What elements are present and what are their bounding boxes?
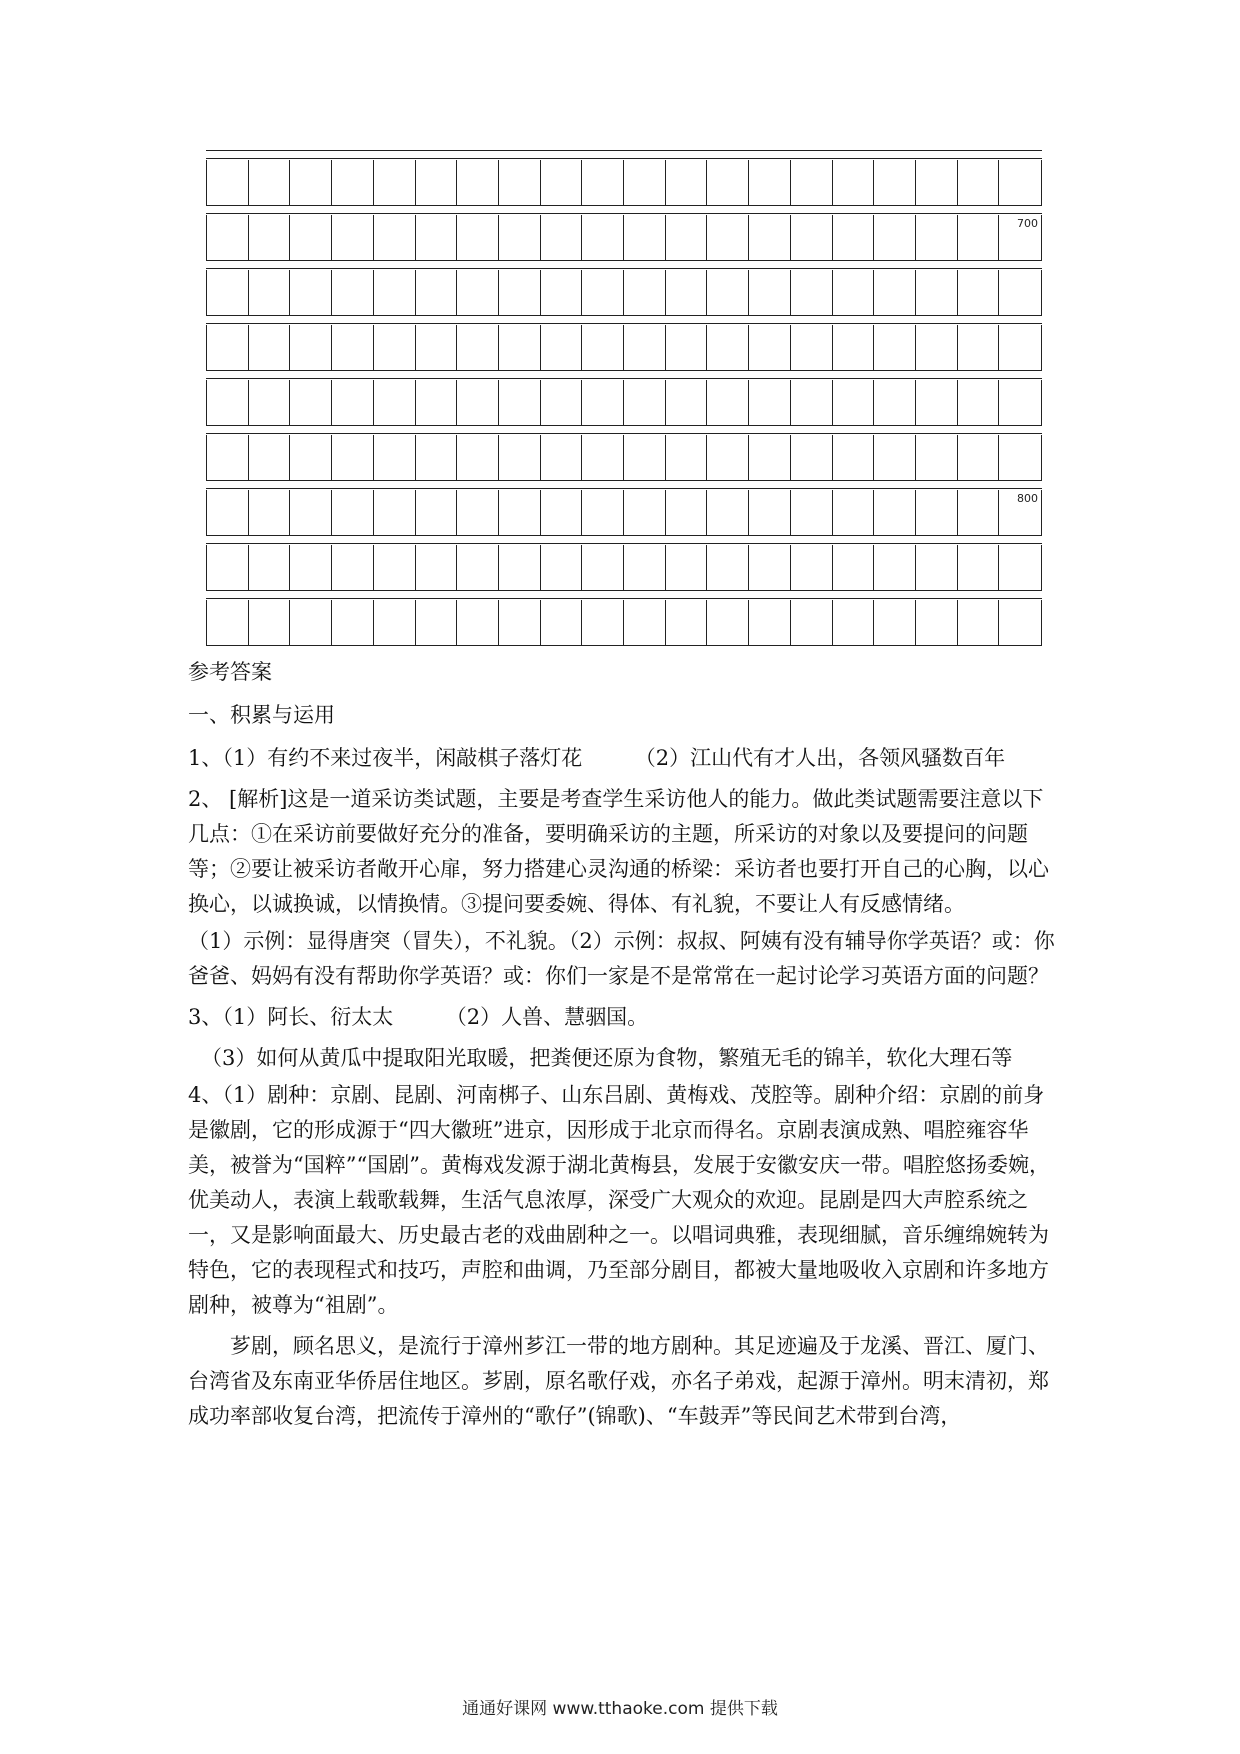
- grid-cell: [416, 270, 458, 315]
- grid-cell: [249, 380, 291, 425]
- grid-cell: [791, 545, 833, 590]
- grid-cell: [749, 435, 791, 480]
- grid-cell: [958, 545, 1000, 590]
- section-heading: 一、积累与运用: [188, 703, 335, 727]
- grid-cell: [874, 600, 916, 645]
- grid-row-separator: [206, 205, 1042, 214]
- grid-cell: [791, 490, 833, 535]
- grid-cell: [999, 490, 1041, 535]
- grid-cell: [707, 325, 749, 370]
- grid-cell: [833, 380, 875, 425]
- grid-cell: [874, 545, 916, 590]
- grid-cell: [499, 215, 541, 260]
- grid-row-separator: [206, 590, 1042, 599]
- grid-cell: [833, 215, 875, 260]
- grid-cell: [290, 490, 332, 535]
- grid-cell: [874, 325, 916, 370]
- grid-cell: [916, 325, 958, 370]
- grid-row: [206, 480, 1042, 535]
- grid-cell: [874, 270, 916, 315]
- grid-cell: [791, 270, 833, 315]
- grid-cell: [207, 325, 249, 370]
- grid-cell: [457, 435, 499, 480]
- grid-cell: [582, 215, 624, 260]
- grid-cell: [332, 270, 374, 315]
- grid-cell: [916, 600, 958, 645]
- grid-row: [206, 260, 1042, 315]
- grid-cell: [207, 270, 249, 315]
- grid-cell: [457, 215, 499, 260]
- grid-cell: [874, 160, 916, 205]
- grid-cell: [874, 435, 916, 480]
- grid-cell: [374, 545, 416, 590]
- answer-q2: 2、 [解析]这是一道采访类试题，主要是考查学生采访他人的能力。做此类试题需要注意以下几点：①在采访前要做好充分的准备，要明确采访的主题，所采访的对象以及要提问的问题等；②要让被采访者敞开心扉，努力搭建心灵沟通的桥梁：采访者也要打开自己的心胸，以心换心，以诚换诚，以情换情。③提问要委婉、得体、有礼貌，不要让人有反感情绪。: [188, 787, 1049, 916]
- grid-cell: [374, 380, 416, 425]
- grid-cell: [791, 215, 833, 260]
- grid-cell: [499, 380, 541, 425]
- grid-row-separator: [206, 150, 1042, 159]
- grid-cell: [999, 160, 1041, 205]
- grid-cell: [666, 270, 708, 315]
- grid-cell: [749, 490, 791, 535]
- grid-cell: [374, 160, 416, 205]
- grid-cell: [332, 380, 374, 425]
- grid-cell: [666, 380, 708, 425]
- grid-cell: [749, 160, 791, 205]
- grid-cell: [416, 545, 458, 590]
- grid-cell: [624, 380, 666, 425]
- grid-cell: [332, 435, 374, 480]
- grid-cell: [541, 380, 583, 425]
- grid-cell: [249, 545, 291, 590]
- grid-cell: [207, 215, 249, 260]
- grid-cell: [374, 435, 416, 480]
- grid-cell: [999, 380, 1041, 425]
- grid-cell: [249, 325, 291, 370]
- grid-cell: [374, 490, 416, 535]
- grid-row: [206, 425, 1042, 480]
- grid-cell: [416, 600, 458, 645]
- grid-cell: [582, 490, 624, 535]
- grid-cell: [666, 160, 708, 205]
- grid-cell: [499, 270, 541, 315]
- grid-cell: [582, 270, 624, 315]
- grid-cell: [582, 600, 624, 645]
- grid-cell: [499, 325, 541, 370]
- grid-cell: [290, 380, 332, 425]
- grid-cell: [916, 545, 958, 590]
- grid-cell: [666, 215, 708, 260]
- grid-cell: [749, 325, 791, 370]
- answer-q4: 4、（1）剧种：京剧、昆剧、河南梆子、山东吕剧、黄梅戏、茂腔等。剧种介绍：京剧的前身是徽剧，它的形成源于“四大徽班”进京，因形成于北京而得名。京剧表演成熟、唱腔雍容华美，被誉为“国粹”“国剧”。黄梅戏发源于湖北黄梅县，发展于安徽安庆一带。唱腔悠扬委婉，优美动人，表演上载歌载舞，生活气息浓厚，深受广大观众的欢迎。昆剧是四大声腔系统之一，又是影响面最大、历史最古老的戏曲剧种之一。以唱词典雅，表现细腻，音乐缠绵婉转为特色，它的表现程式和技巧，声腔和曲调，乃至部分剧目，都被大量地吸收入京剧和许多地方剧种，被尊为“祖剧”。: [188, 1083, 1050, 1317]
- grid-cell: [749, 270, 791, 315]
- grid-cell: [582, 545, 624, 590]
- grid-row: [206, 535, 1042, 590]
- grid-cell: [332, 325, 374, 370]
- grid-cell: [290, 270, 332, 315]
- grid-row: [206, 150, 1042, 205]
- grid-cell: [582, 160, 624, 205]
- grid-row: [206, 590, 1042, 645]
- grid-cell: [457, 490, 499, 535]
- grid-cell: [332, 600, 374, 645]
- grid-cell: [499, 435, 541, 480]
- grid-cell: [374, 215, 416, 260]
- grid-cell: [374, 600, 416, 645]
- grid-cell: [624, 490, 666, 535]
- grid-cell: [874, 380, 916, 425]
- grid-cell: [999, 270, 1041, 315]
- grid-cell: [457, 600, 499, 645]
- answer-content: [188, 655, 1064, 1434]
- grid-cell: [916, 215, 958, 260]
- grid-cell: [249, 160, 291, 205]
- grid-cell: [833, 160, 875, 205]
- grid-cell: [707, 490, 749, 535]
- grid-cell: [416, 490, 458, 535]
- answer-q1: 1、（1）有约不来过夜半，闲敲棋子落灯花 （2）江山代有才人出，各领风骚数百年: [188, 746, 1006, 770]
- grid-cell: [541, 490, 583, 535]
- grid-cell: [833, 545, 875, 590]
- grid-cell: [290, 215, 332, 260]
- grid-cell: [707, 380, 749, 425]
- grid-cell: [707, 270, 749, 315]
- grid-cell: [958, 435, 1000, 480]
- grid-bottom-border: [206, 645, 1042, 646]
- grid-cell: [499, 545, 541, 590]
- grid-row-separator: [206, 535, 1042, 544]
- grid-cell: [541, 545, 583, 590]
- grid-row: [206, 205, 1042, 260]
- grid-cell: [958, 325, 1000, 370]
- grid-cell: [666, 325, 708, 370]
- answer-heading: 参考答案: [188, 660, 272, 684]
- answer-q3-part3: （3）如何从黄瓜中提取阳光取暖，把粪便还原为食物，繁殖无毛的锦羊，软化大理石等: [201, 1046, 1013, 1070]
- grid-cell: [416, 325, 458, 370]
- grid-cell: [958, 270, 1000, 315]
- grid-cell: [332, 490, 374, 535]
- answer-q2-examples: （1）示例：显得唐突（冒失），不礼貌。（2）示例：叔叔、阿姨有没有辅导你学英语？或：你爸爸、妈妈有没有帮助你学英语？或：你们一家是不是常常在一起讨论学习英语方面的问题？: [188, 929, 1055, 988]
- grid-cell: [624, 545, 666, 590]
- footer-source: 通通好课网 www.tthaoke.com 提供下载: [462, 1699, 778, 1719]
- grid-cell: [833, 435, 875, 480]
- grid-row-separator: [206, 425, 1042, 434]
- grid-cell: [791, 600, 833, 645]
- grid-cell: [499, 490, 541, 535]
- grid-cell: [582, 380, 624, 425]
- grid-cell: [624, 270, 666, 315]
- grid-cell: [541, 270, 583, 315]
- grid-cell: [999, 325, 1041, 370]
- grid-cell: [749, 600, 791, 645]
- grid-cell: [791, 160, 833, 205]
- grid-cell: [916, 270, 958, 315]
- grid-cell: [833, 490, 875, 535]
- grid-cell: [624, 435, 666, 480]
- grid-cell: [624, 600, 666, 645]
- grid-cell: [249, 600, 291, 645]
- grid-cell: [666, 545, 708, 590]
- grid-cell: [666, 490, 708, 535]
- grid-cell: [207, 380, 249, 425]
- grid-cell: [332, 160, 374, 205]
- answer-q3: 3、（1）阿长、衍太太 （2）人兽、慧骃国。: [188, 1005, 649, 1029]
- grid-cell: [833, 600, 875, 645]
- grid-row-separator: [206, 480, 1042, 489]
- grid-cell: [916, 435, 958, 480]
- grid-cell: [207, 160, 249, 205]
- grid-cell: [999, 215, 1041, 260]
- grid-cell: [416, 160, 458, 205]
- grid-cell: [582, 435, 624, 480]
- grid-cell: [290, 325, 332, 370]
- grid-cell: [874, 490, 916, 535]
- grid-cell: [791, 435, 833, 480]
- grid-cell: [207, 600, 249, 645]
- grid-cell: [457, 270, 499, 315]
- grid-cell: [290, 600, 332, 645]
- word-count-mark: 800: [1017, 492, 1038, 505]
- grid-cell: [874, 215, 916, 260]
- grid-cell: [249, 435, 291, 480]
- grid-cell: [999, 600, 1041, 645]
- grid-cell: [541, 215, 583, 260]
- grid-cell: [416, 215, 458, 260]
- grid-cell: [541, 160, 583, 205]
- grid-cell: [457, 380, 499, 425]
- grid-cell: [541, 435, 583, 480]
- grid-cell: [707, 435, 749, 480]
- grid-cell: [707, 545, 749, 590]
- grid-cell: [833, 270, 875, 315]
- grid-cell: [999, 435, 1041, 480]
- grid-cell: [749, 215, 791, 260]
- composition-grid: [206, 150, 1042, 646]
- grid-cell: [332, 545, 374, 590]
- answer-q4-xiangju: 芗剧，顾名思义，是流行于漳州芗江一带的地方剧种。其足迹遍及于龙溪、晋江、厦门、台湾省及东南亚华侨居住地区。芗剧，原名歌仔戏，亦名子弟戏，起源于漳州。明末清初，郑成功率部收复台湾，把流传于漳州的“歌仔”(锦歌)、“车鼓弄”等民间艺术带到台湾，: [188, 1334, 1049, 1428]
- grid-cell: [457, 325, 499, 370]
- grid-cell: [707, 215, 749, 260]
- grid-cell: [958, 600, 1000, 645]
- grid-cell: [958, 490, 1000, 535]
- grid-cell: [958, 215, 1000, 260]
- grid-row-separator: [206, 260, 1042, 269]
- grid-cell: [707, 160, 749, 205]
- grid-cell: [916, 490, 958, 535]
- grid-cell: [416, 380, 458, 425]
- grid-cell: [290, 435, 332, 480]
- grid-cell: [791, 380, 833, 425]
- grid-cell: [624, 160, 666, 205]
- grid-cell: [707, 600, 749, 645]
- grid-cell: [499, 160, 541, 205]
- grid-cell: [457, 160, 499, 205]
- grid-cell: [916, 380, 958, 425]
- grid-cell: [624, 325, 666, 370]
- grid-row: [206, 370, 1042, 425]
- grid-cell: [749, 545, 791, 590]
- grid-row-separator: [206, 370, 1042, 379]
- grid-cell: [958, 160, 1000, 205]
- grid-cell: [582, 325, 624, 370]
- grid-cell: [374, 325, 416, 370]
- word-count-mark: 700: [1017, 217, 1038, 230]
- grid-cell: [207, 490, 249, 535]
- grid-cell: [249, 215, 291, 260]
- grid-cell: [791, 325, 833, 370]
- grid-row-separator: [206, 315, 1042, 324]
- grid-cell: [499, 600, 541, 645]
- grid-cell: [457, 545, 499, 590]
- grid-cell: [958, 380, 1000, 425]
- grid-cell: [833, 325, 875, 370]
- grid-cell: [541, 325, 583, 370]
- grid-cell: [541, 600, 583, 645]
- grid-cell: [207, 545, 249, 590]
- grid-cell: [666, 600, 708, 645]
- grid-row: [206, 315, 1042, 370]
- grid-cell: [290, 160, 332, 205]
- grid-cell: [249, 270, 291, 315]
- grid-cell: [999, 545, 1041, 590]
- grid-cell: [332, 215, 374, 260]
- grid-cell: [290, 545, 332, 590]
- grid-cell: [916, 160, 958, 205]
- grid-cell: [666, 435, 708, 480]
- grid-cell: [207, 435, 249, 480]
- grid-cell: [749, 380, 791, 425]
- grid-cell: [416, 435, 458, 480]
- grid-cell: [624, 215, 666, 260]
- grid-cell: [249, 490, 291, 535]
- grid-cell: [374, 270, 416, 315]
